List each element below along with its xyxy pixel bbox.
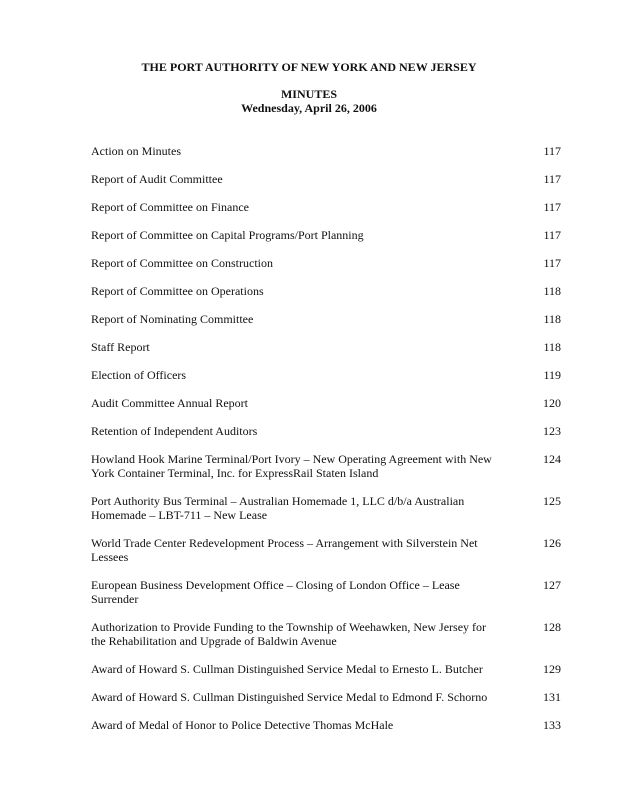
toc-entry-title: Howland Hook Marine Terminal/Port Ivory – New Operating Agreement with New York Container Terminal, Inc. for ExpressRail Staten Island <box>91 452 492 480</box>
toc-entry-title: Retention of Independent Auditors <box>91 424 258 438</box>
toc-entry-page: 118 <box>543 340 561 354</box>
toc-entry-title: Audit Committee Annual Report <box>91 396 248 410</box>
toc-entry-page: 117 <box>543 172 561 186</box>
toc-entry-page: 117 <box>543 228 561 242</box>
toc-entry-page: 127 <box>543 578 561 592</box>
toc-entry-page: 131 <box>543 690 561 704</box>
toc-entry-page: 120 <box>543 396 561 410</box>
toc-entry-title: Award of Medal of Honor to Police Detective Thomas McHale <box>91 718 394 732</box>
toc-entry-page: 117 <box>543 144 561 158</box>
toc-entry-title: European Business Development Office – Closing of London Office – Lease Surrender <box>91 578 460 606</box>
minutes-heading: MINUTES <box>280 87 337 101</box>
toc-entry-title: Authorization to Provide Funding to the Township of Weehawken, New Jersey for the Rehabilitation and Upgrade of Baldwin Avenue <box>91 620 487 648</box>
toc-entry-title: Report of Audit Committee <box>91 172 223 186</box>
toc-entry-title: Election of Officers <box>91 368 187 382</box>
toc-entry-page: 128 <box>543 620 561 634</box>
toc-entry-title: Report of Committee on Construction <box>91 256 273 270</box>
toc-entry-title: Award of Howard S. Cullman Distinguished Service Medal to Edmond F. Schorno <box>91 690 488 704</box>
toc-entry-page: 123 <box>543 424 561 438</box>
toc-entry-page: 118 <box>543 284 561 298</box>
toc-entry-page: 117 <box>543 256 561 270</box>
toc-entry-title: Report of Nominating Committee <box>91 312 254 326</box>
toc-entry-page: 133 <box>543 718 561 732</box>
toc-entry-title: Report of Committee on Finance <box>91 200 249 214</box>
toc-entry-page: 125 <box>543 494 561 508</box>
toc-entry-page: 124 <box>543 452 561 466</box>
toc-entry-title: Staff Report <box>91 340 150 354</box>
toc-entry-title: Award of Howard S. Cullman Distinguished Service Medal to Ernesto L. Butcher <box>91 662 483 676</box>
toc-entry-title: Action on Minutes <box>91 144 181 158</box>
toc-entry-page: 126 <box>543 536 561 550</box>
toc-entry-title: Port Authority Bus Terminal – Australian Homemade 1, LLC d/b/a Australian Homemade – LBT-711 – New Lease <box>91 494 465 522</box>
toc-entry-page: 118 <box>543 312 561 326</box>
toc-entry-page: 129 <box>543 662 561 676</box>
toc-entry-page: 119 <box>543 368 561 382</box>
toc-entry-title: Report of Committee on Operations <box>91 284 264 298</box>
meeting-date: Wednesday, April 26, 2006 <box>241 101 377 115</box>
toc-entry-page: 117 <box>543 200 561 214</box>
toc-entry-title: World Trade Center Redevelopment Process – Arrangement with Silverstein Net Lessees <box>91 536 478 564</box>
organization-heading: THE PORT AUTHORITY OF NEW YORK AND NEW JERSEY <box>141 60 477 74</box>
toc-entry-title: Report of Committee on Capital Programs/Port Planning <box>91 228 364 242</box>
